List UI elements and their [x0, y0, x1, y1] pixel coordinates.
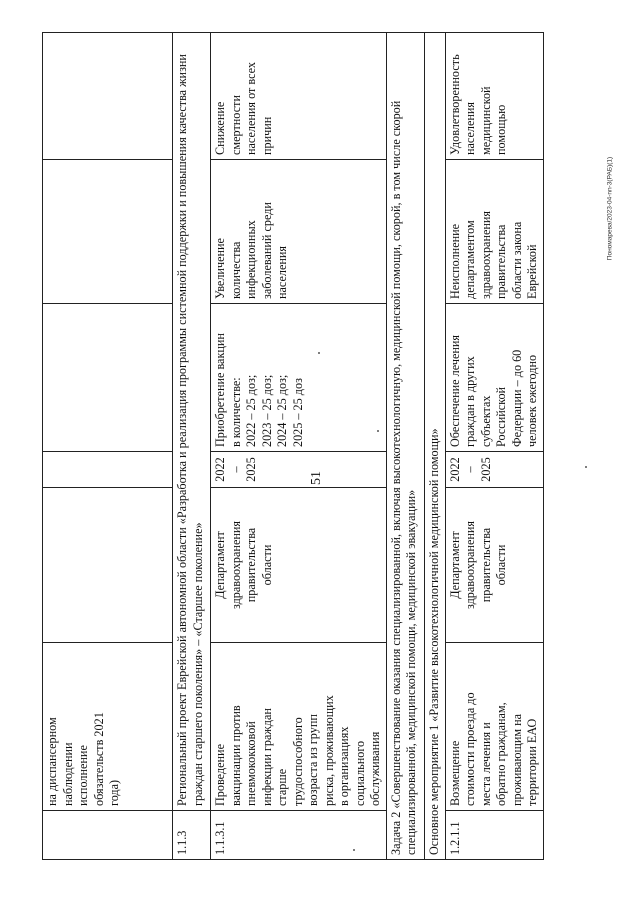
table-row-activity — [445, 33, 543, 860]
cell-result: Обеспечение лечения граждан в других субъектах Российской Федерации – до 60 человек ежегодно — [445, 304, 543, 452]
cell-executor: Департамент здравоохранения правительства области — [445, 488, 543, 643]
cell-measure-title: Основное мероприятие 1 «Развитие высокотехнологичной медицинской помощи» — [424, 33, 445, 860]
cell-executor: Департамент здравоохранения правительства области — [211, 488, 387, 643]
cell-number — [43, 811, 173, 860]
document-code: Пономарева/2023-04-nn-3(РАБ)(1) — [606, 156, 614, 261]
table-row-continuation — [43, 33, 173, 860]
table-row-measure — [424, 33, 445, 860]
cell-result: Приобретение вакцин в количестве: 2022 – 25 доз; 2023 – 25 доз; 2024 – 25 доз; 2025 – 25 доз — [211, 304, 387, 452]
cell-result — [43, 304, 173, 452]
measures-table — [42, 32, 544, 860]
cell-period: 2022 – 2025 — [445, 452, 543, 488]
table-row-task — [386, 33, 424, 860]
cell-name: Проведение вакцинации против пневмококковой инфекции граждан старше трудоспособного возраста из групп риска, проживающих в организациях социального обслуживания — [211, 643, 387, 811]
scan-speck — [585, 466, 587, 468]
cell-indicator: Снижение смертности населения от всех причин — [211, 33, 387, 160]
page-number: 51 — [309, 471, 324, 485]
cell-name: Возмещение стоимости проезда до места лечения и обратно гражданам, проживающим на территории ЕАО — [445, 643, 543, 811]
cell-indicator — [43, 33, 173, 160]
cell-indicator: Удовлетворенность населения медицинской помощью — [445, 33, 543, 160]
cell-period — [43, 452, 173, 488]
cell-name: на диспансерном наблюдении исполнение обязательств 2021 года) — [43, 643, 173, 811]
cell-number: 1.1.3.1 — [211, 811, 387, 860]
cell-executor — [43, 488, 173, 643]
cell-consequence: Увеличение количества инфекционных заболеваний среди населения — [211, 160, 387, 304]
cell-consequence: Неисполнение департаментом здравоохранения правительства области закона Еврейской — [445, 160, 543, 304]
cell-consequence — [43, 160, 173, 304]
cell-number: 1.2.1.1 — [445, 811, 543, 860]
rotated-table-container — [42, 33, 539, 860]
cell-number: 1.1.3 — [173, 811, 211, 860]
cell-period: 2022 – 2025 — [211, 452, 387, 488]
cell-task-title: Задача 2 «Совершенствование оказания специализированной, включая высокотехнологичную, медицинской помощи, скорой, в том числе скорой специализированной, медицинской помощи, медицинской эвакуации» — [386, 33, 424, 860]
table-row-project — [173, 33, 211, 860]
table-row-activity — [211, 33, 387, 860]
cell-project-title: Региональный проект Еврейской автономной области «Разработка и реализация программы системной поддержки и повышения качества жизни граждан старшего поколения» – «Старшее поколение» — [173, 33, 211, 811]
